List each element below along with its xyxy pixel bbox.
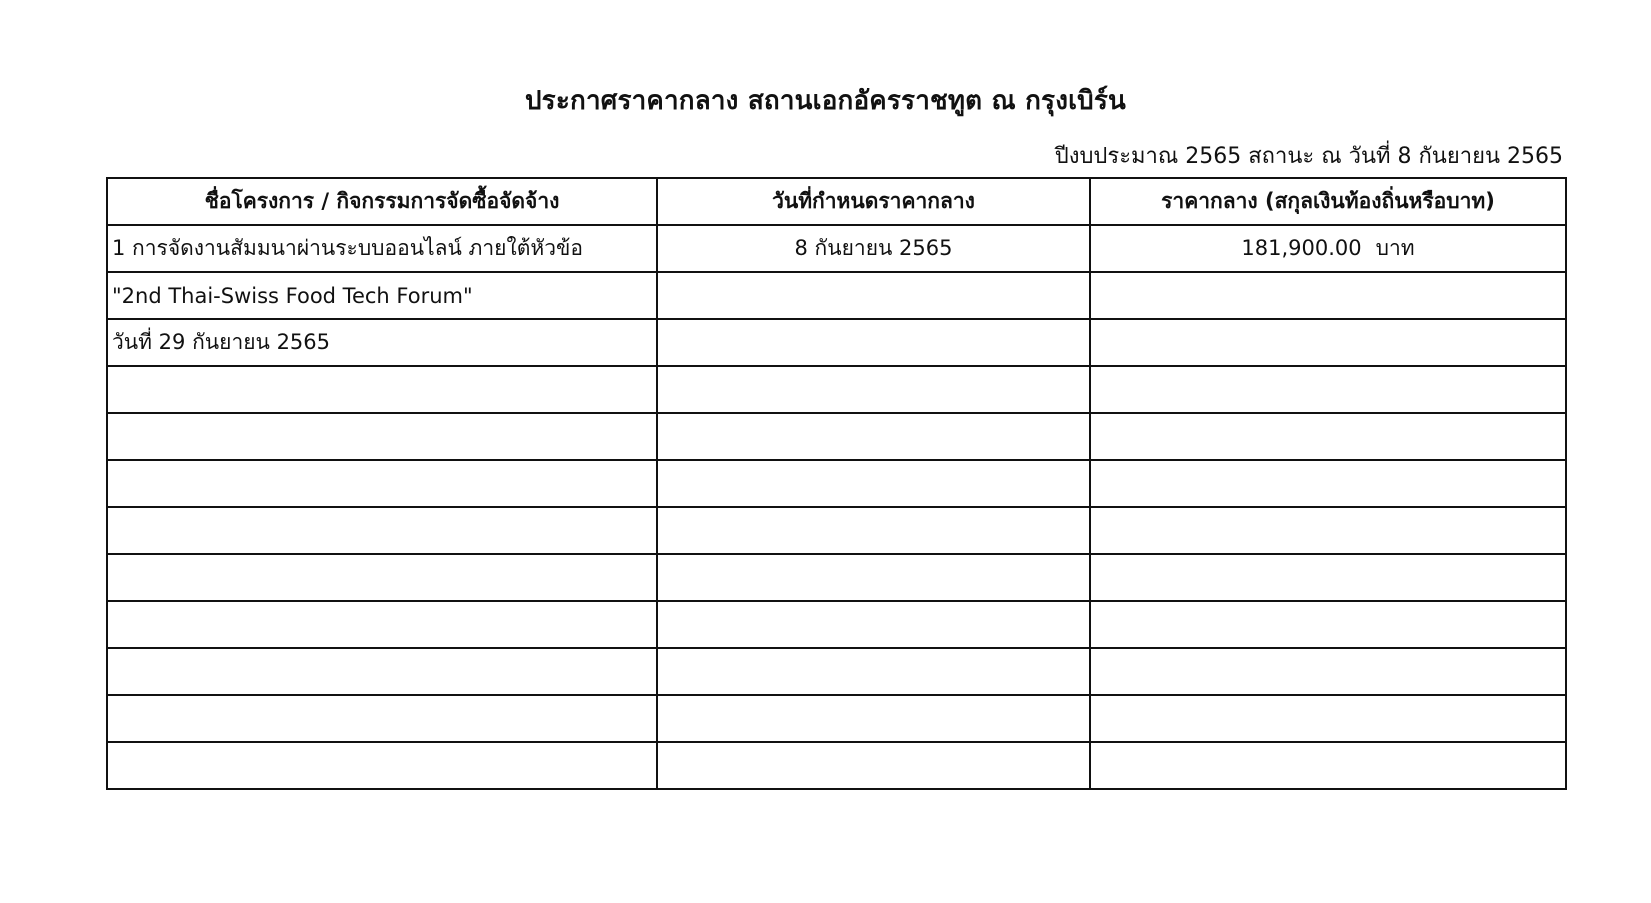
table-row bbox=[107, 742, 1566, 789]
cell-reference-date bbox=[657, 319, 1090, 366]
table-row bbox=[107, 319, 1566, 366]
cell-reference-price bbox=[1090, 695, 1566, 742]
cell-reference-price bbox=[1090, 319, 1566, 366]
header-project-name: ชื่อโครงการ / กิจกรรมการจัดซื้อจัดจ้าง bbox=[107, 178, 657, 225]
table-row bbox=[107, 695, 1566, 742]
cell-project-name bbox=[107, 601, 657, 648]
cell-project-name bbox=[107, 413, 657, 460]
cell-reference-price bbox=[1090, 554, 1566, 601]
table-row bbox=[107, 554, 1566, 601]
cell-reference-price bbox=[1090, 648, 1566, 695]
cell-reference-date bbox=[657, 507, 1090, 554]
page-title: ประกาศราคากลาง สถานเอกอัครราชทูต ณ กรุงเบิร์น bbox=[524, 86, 1127, 116]
cell-reference-date bbox=[657, 460, 1090, 507]
table-row bbox=[107, 366, 1566, 413]
price-table bbox=[106, 177, 1567, 790]
cell-reference-date bbox=[657, 695, 1090, 742]
cell-reference-price bbox=[1090, 225, 1566, 272]
cell-reference-price bbox=[1090, 507, 1566, 554]
cell-project-name bbox=[107, 507, 657, 554]
table-header-row bbox=[107, 178, 1566, 225]
cell-project-name bbox=[107, 554, 657, 601]
cell-reference-date bbox=[657, 601, 1090, 648]
cell-reference-price bbox=[1090, 413, 1566, 460]
table-row bbox=[107, 460, 1566, 507]
cell-reference-date: 8 กันยายน 2565 bbox=[657, 225, 1090, 272]
price-amount: 181,900.00 bbox=[1241, 236, 1362, 260]
cell-reference-date bbox=[657, 272, 1090, 319]
price-unit: บาท bbox=[1375, 236, 1415, 260]
header-reference-price: ราคากลาง (สกุลเงินท้องถิ่นหรือบาท) bbox=[1090, 178, 1566, 225]
header-reference-date: วันที่กำหนดราคากลาง bbox=[657, 178, 1090, 225]
cell-project-name: "2nd Thai-Swiss Food Tech Forum" bbox=[107, 272, 657, 319]
table-row bbox=[107, 413, 1566, 460]
cell-reference-price bbox=[1090, 272, 1566, 319]
cell-project-name bbox=[107, 366, 657, 413]
cell-project-name bbox=[107, 742, 657, 789]
table-row bbox=[107, 507, 1566, 554]
cell-reference-date bbox=[657, 554, 1090, 601]
cell-project-name: วันที่ 29 กันยายน 2565 bbox=[107, 319, 657, 366]
cell-reference-date bbox=[657, 413, 1090, 460]
cell-reference-price bbox=[1090, 460, 1566, 507]
cell-reference-date bbox=[657, 648, 1090, 695]
cell-project-name bbox=[107, 695, 657, 742]
cell-reference-price bbox=[1090, 366, 1566, 413]
cell-reference-price bbox=[1090, 601, 1566, 648]
table-body bbox=[107, 225, 1566, 789]
cell-reference-price bbox=[1090, 742, 1566, 789]
table-row bbox=[107, 272, 1566, 319]
table-row bbox=[107, 648, 1566, 695]
cell-project-name bbox=[107, 648, 657, 695]
cell-project-name: 1 การจัดงานสัมมนาผ่านระบบออนไลน์ ภายใต้หัวข้อ bbox=[107, 225, 657, 272]
table-row bbox=[107, 601, 1566, 648]
table-row bbox=[107, 225, 1566, 272]
status-subtitle: ปีงบประมาณ 2565 สถานะ ณ วันที่ 8 กันยายน 2565 bbox=[1054, 144, 1563, 169]
cell-project-name bbox=[107, 460, 657, 507]
cell-reference-date bbox=[657, 366, 1090, 413]
cell-reference-date bbox=[657, 742, 1090, 789]
